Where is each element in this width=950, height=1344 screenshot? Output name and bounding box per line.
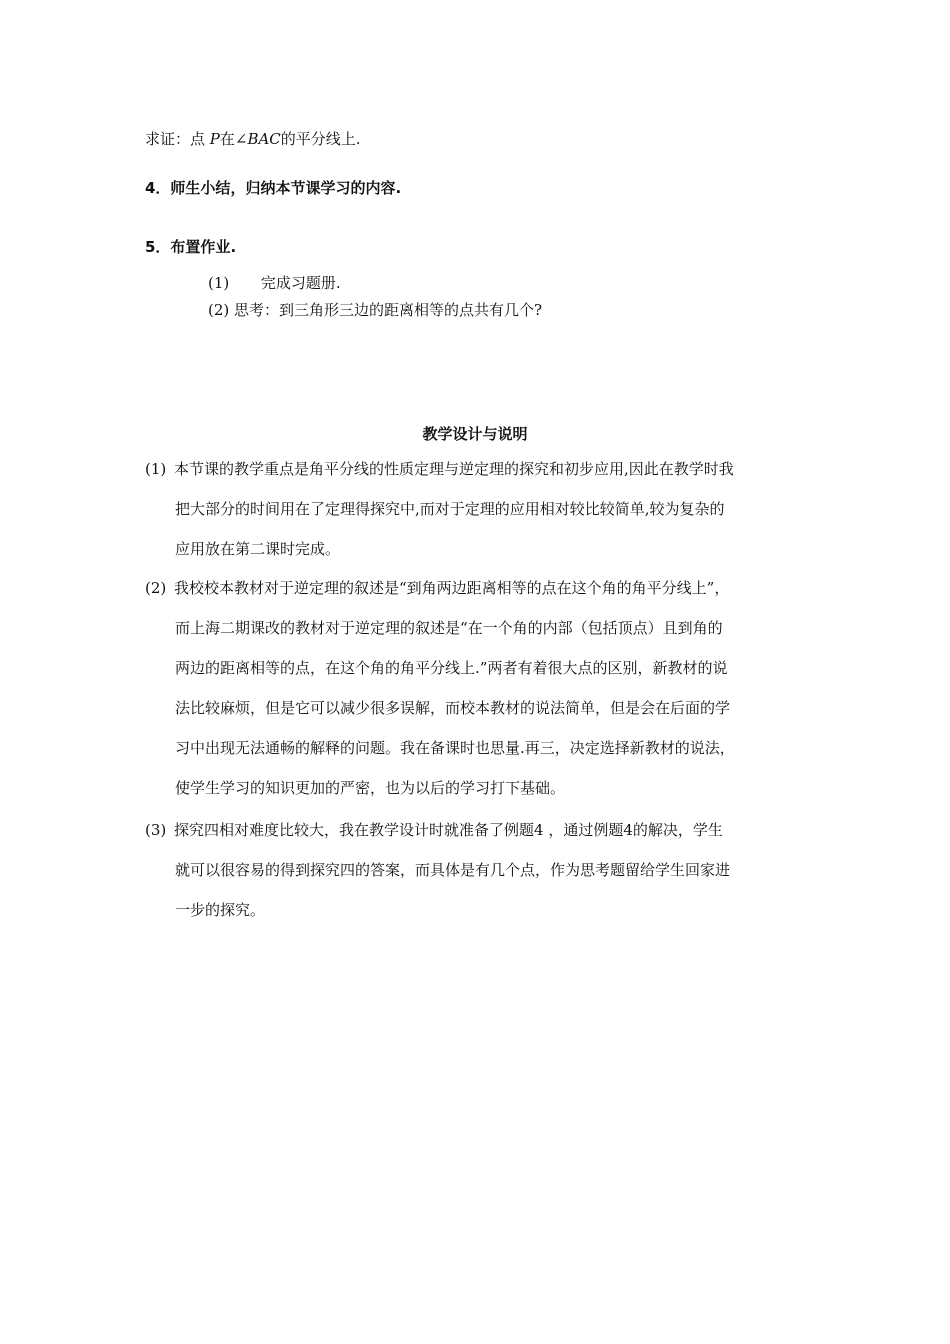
homework-item-1-text: 完成习题册. <box>260 274 341 292</box>
proof-prefix: 求证：点 <box>145 130 210 148</box>
paragraph-number: (2) <box>145 579 167 597</box>
paragraph-line: 把大部分的时间用在了定理得探究中,而对于定理的应用相对较比较简单,较为复杂的 <box>175 500 725 518</box>
paragraph-number: (1) <box>145 460 167 478</box>
section-4-heading: 4．师生小结，归纳本节课学习的内容. <box>145 179 402 197</box>
proof-suffix: 的平分线上. <box>280 130 361 148</box>
homework-item-2: (2) 思考：到三角形三边的距离相等的点共有几个? <box>208 301 543 319</box>
paragraph-line: 而上海二期课改的教材对于逆定理的叙述是“在一个角的内部（包括顶点）且到角的 <box>175 619 723 637</box>
design-title: 教学设计与说明 <box>422 425 528 443</box>
paragraph-line: 法比较麻烦，但是它可以减少很多误解，而校本教材的说法简单，但是会在后面的学 <box>175 699 731 717</box>
paragraph-line: 探究四相对难度比较大，我在教学设计时就准备了例题4 ，通过例题4的解决，学生 <box>174 821 723 839</box>
homework-item-1 <box>208 273 341 293</box>
paragraph-line: 就可以很容易的得到探究四的答案，而具体是有几个点，作为思考题留给学生回家进 <box>175 861 731 879</box>
paragraph-line: 我校校本教材对于逆定理的叙述是“到角两边距离相等的点在这个角的角平分线上”， <box>174 579 730 597</box>
paragraph-line: 两边的距离相等的点，在这个角的角平分线上.”两者有着很大点的区别，新教材的说 <box>175 659 728 677</box>
paragraph-line: 应用放在第二课时完成。 <box>175 540 341 558</box>
angle-bac: BAC <box>247 130 281 148</box>
paragraph-line: 使学生学习的知识更加的严密，也为以后的学习打下基础。 <box>175 779 566 797</box>
point-p: P <box>209 130 220 148</box>
homework-item-1-num: (1) <box>208 274 230 292</box>
paragraph-line: 习中出现无法通畅的解释的问题。我在备课时也思量.再三，决定选择新教材的说法， <box>175 739 735 757</box>
paragraph-number: (3) <box>145 821 167 839</box>
section-5-heading: 5．布置作业. <box>145 238 237 256</box>
paragraph-line: 本节课的教学重点是角平分线的性质定理与逆定理的探究和初步应用,因此在教学时我 <box>174 460 734 478</box>
proof-mid: 在∠ <box>219 130 248 148</box>
proof-statement <box>145 129 361 149</box>
paragraph-line: 一步的探究。 <box>175 901 266 919</box>
